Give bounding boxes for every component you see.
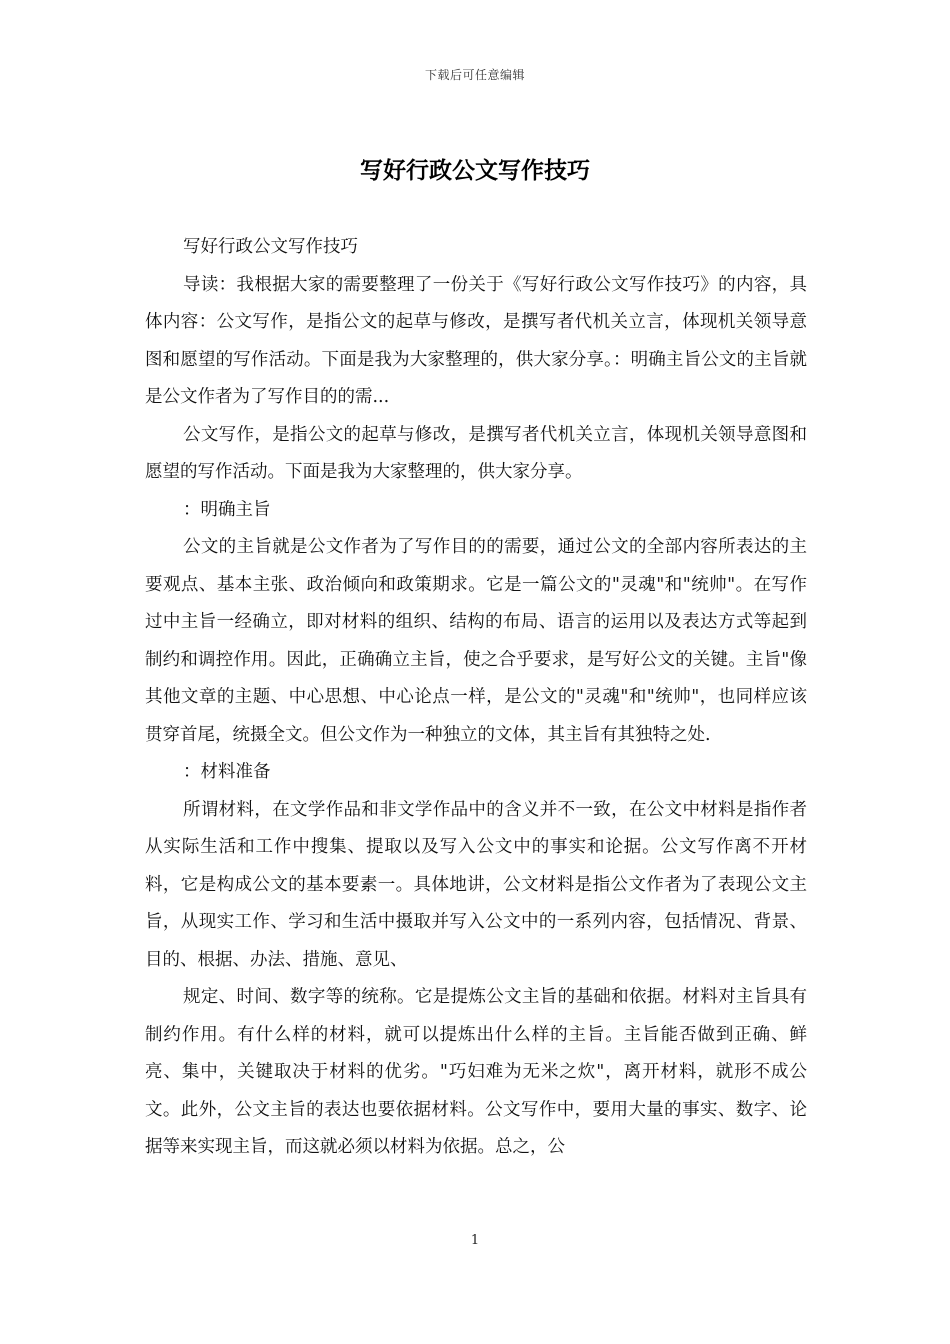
paragraph-subtitle: 写好行政公文写作技巧 [183, 237, 358, 257]
paragraph-intro: 导读：我根据大家的需要整理了一份关于《写好行政公文写作技巧》的内容，具体内容：公文写作，是指公文的起草与修改，是撰写者代机关立言，体现机关领导意图和愿望的写作活动。下面是我为大家整理的，供大家分享。：明确主旨公文的主旨就是公文作者为了写作目的的需... [145, 274, 807, 407]
paragraph-definition: 公文写作，是指公文的起草与修改，是撰写者代机关立言，体现机关领导意图和愿望的写作活动。下面是我为大家整理的，供大家分享。 [145, 424, 807, 482]
section-heading-materials: ：材料准备 [183, 762, 271, 782]
section-heading-theme: ：明确主旨 [183, 499, 271, 520]
page-number: 1 [470, 1233, 480, 1248]
paragraph-materials: 所谓材料，在文学作品和非文学作品中的含义并不一致，在公文中材料是指作者从实际生活和工作中搜集、提取以及写入公文中的事实和论据。公文写作离不开材料，它是构成公文的基本要素一。具体地讲，公文材料是指公文作者为了表现公文主旨，从现实工作、学习和生活中摄取并写入公文中的一系列内容，包括情况、背景、目的、根据、办法、措施、意见、 [145, 799, 807, 970]
paragraph-materials-continued: 规定、时间、数字等的统称。它是提炼公文主旨的基础和依据。材料对主旨具有制约作用。有什么样的材料，就可以提炼出什么样的主旨。主旨能否做到正确、鲜亮、集中，关键取决于材料的优劣。"巧妇难为无米之炊"，离开材料，就形不成公文。此外，公文主旨的表达也要依据材料。公文写作中，要用大量的事实、数字、论据等来实现主旨，而这就必须以材料为依据。总之，公 [145, 987, 807, 1157]
header-note: 下载后可任意编辑 [424, 68, 525, 82]
document-title: 写好行政公文写作技巧 [360, 157, 590, 184]
paragraph-theme: 公文的主旨就是公文作者为了写作目的的需要，通过公文的全部内容所表达的主要观点、基本主张、政治倾向和政策期求。它是一篇公文的"灵魂"和"统帅"。在写作过中主旨一经确立，即对材料的组织、结构的布局、语言的运用以及表达方式等起到制约和调控作用。因此，正确确立主旨，使之合乎要求，是写好公文的关键。主旨"像其他文章的主题、中心思想、中心论点一样，是公文的"灵魂"和"统帅"，也同样应该贯穿首尾，统摄全文。但公文作为一种独立的文体，其主旨有其独特之处. [145, 537, 807, 745]
document-body [145, 229, 807, 1167]
